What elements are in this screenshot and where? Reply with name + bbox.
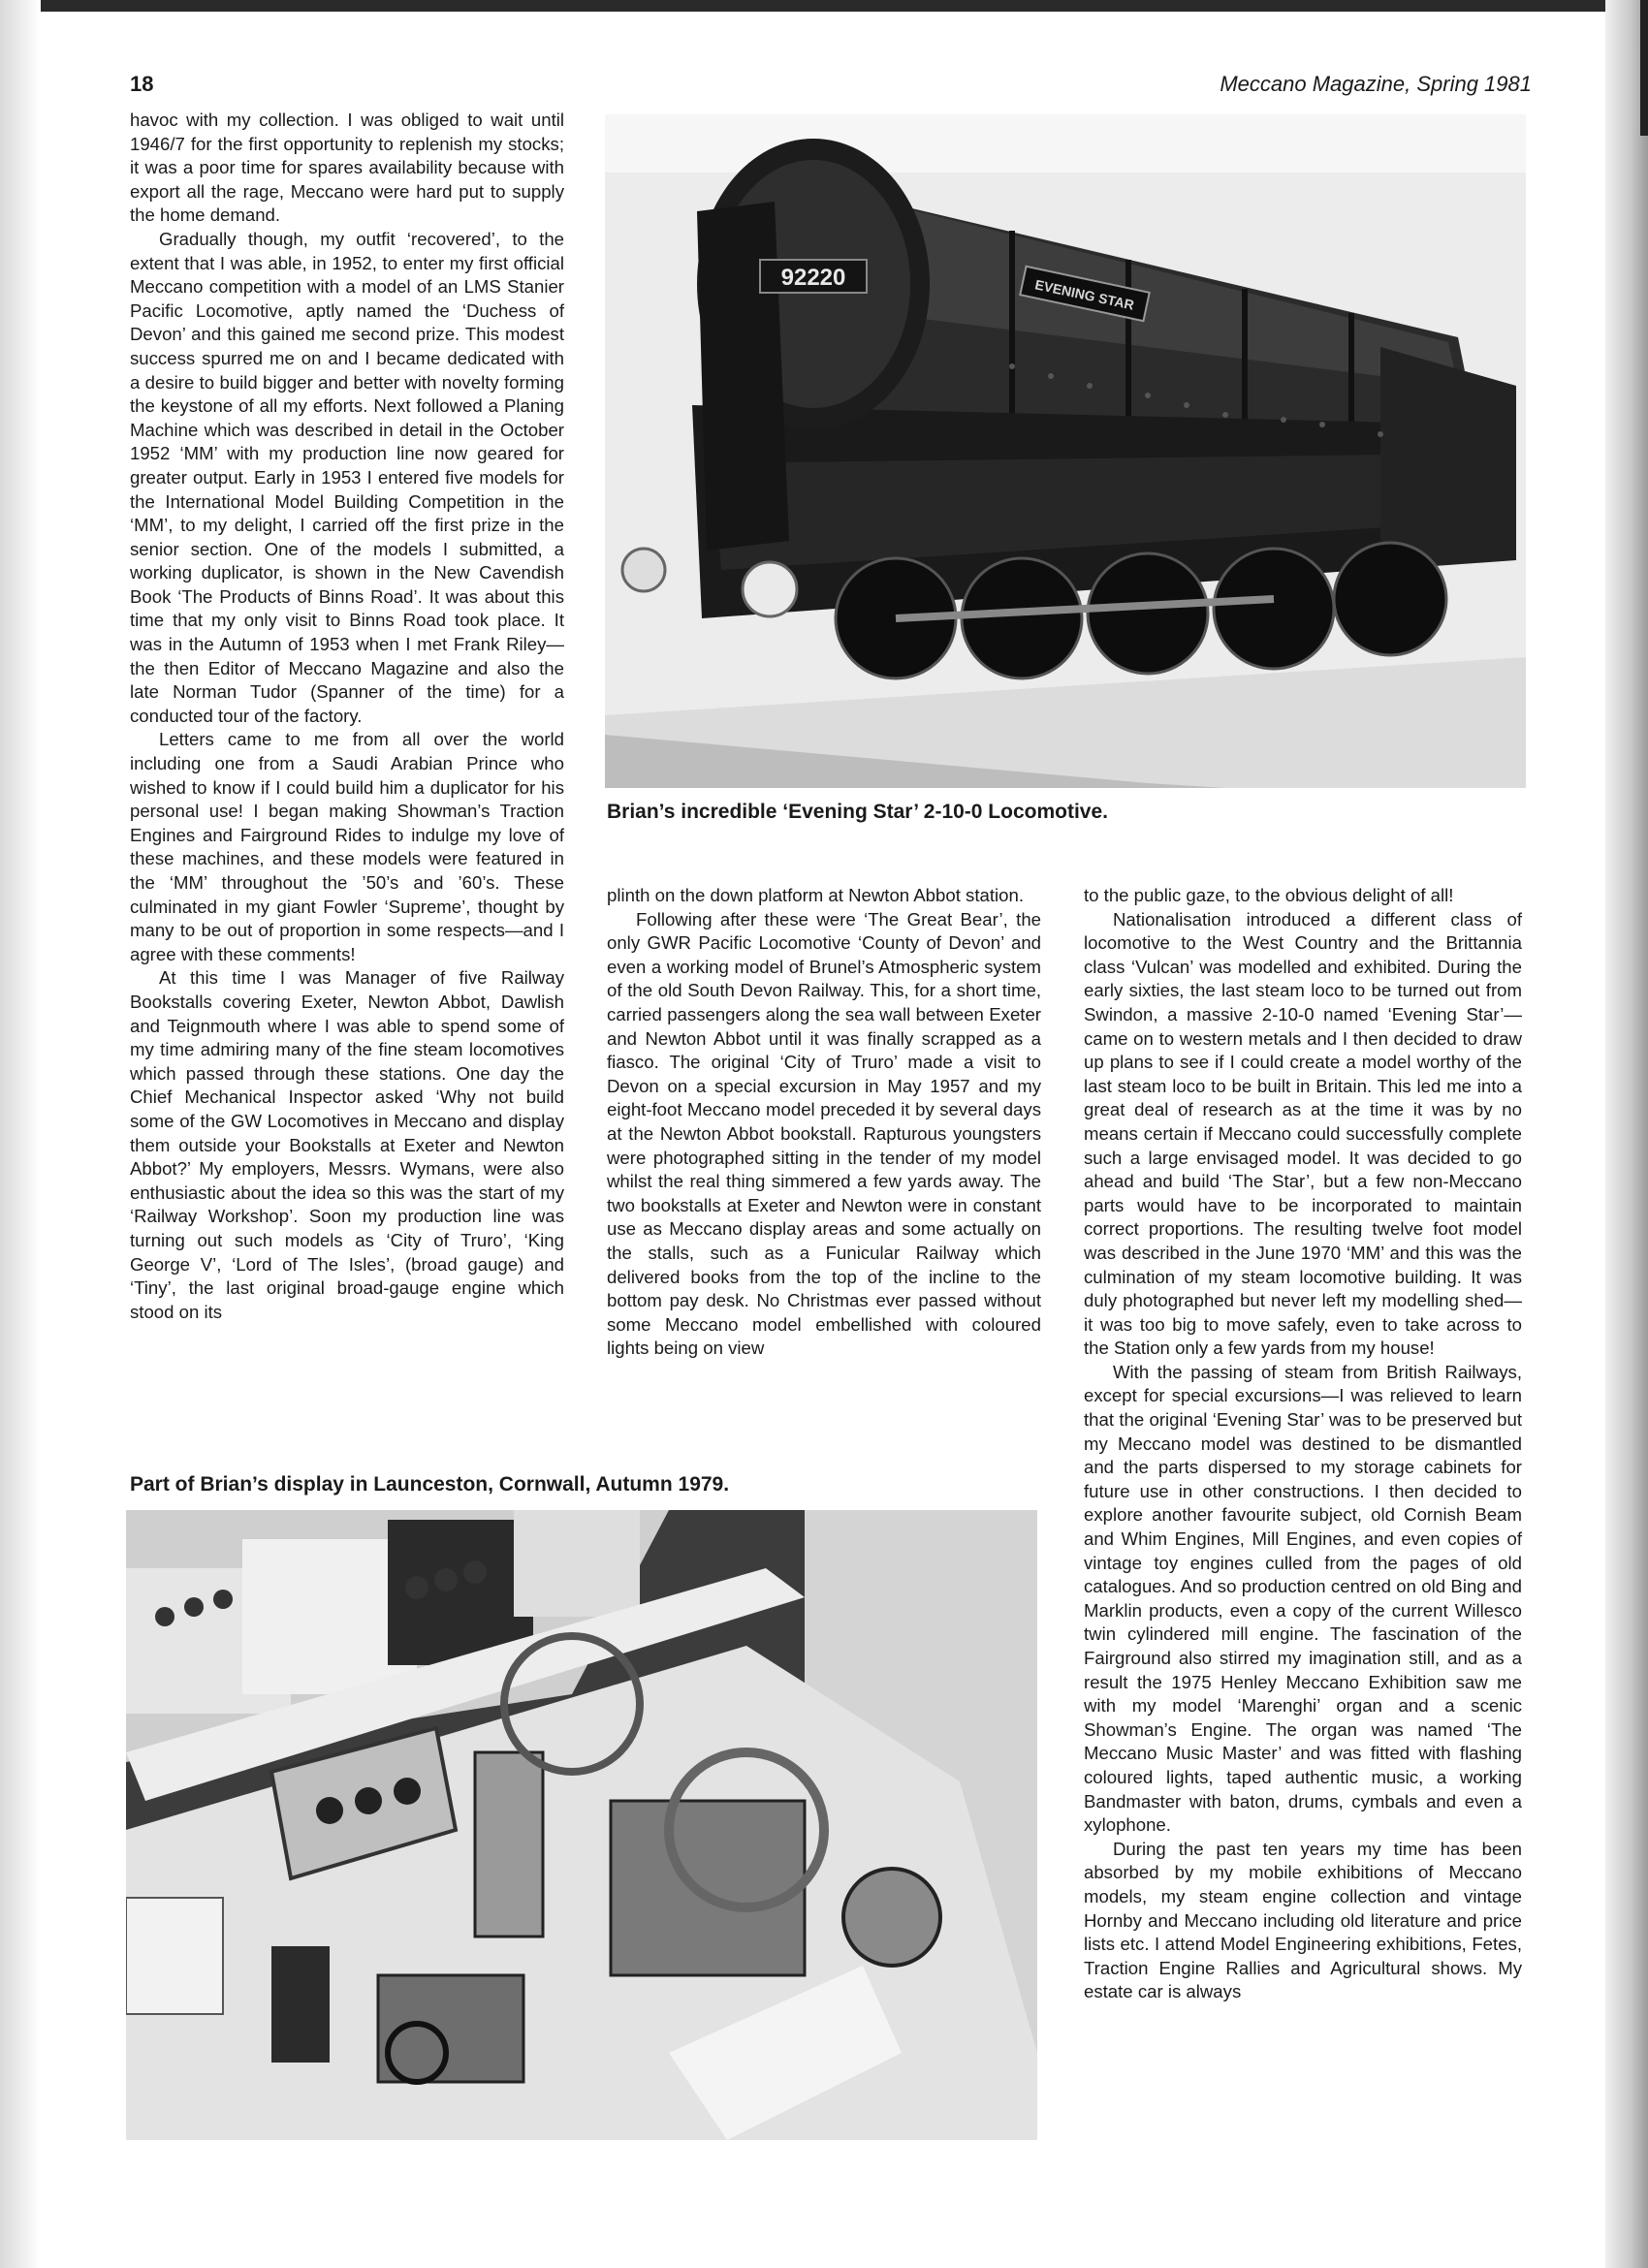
locomotive-photo	[605, 114, 1526, 788]
paragraph: At this time I was Manager of five Railway Bookstalls covering Exeter, Newton Abbot, Dawlish and Teignmouth where I was able to spend some of my time admiring many of the fine steam locomotives which passed through these stations. One day the Chief Mechanical Inspector asked ‘Why not build some of the GW Locomotives in Meccano and display them outside your Bookstalls at Exeter and Newton Abbot?’ My employers, Messrs. Wymans, were also enthusiastic about the idea so this was the start of my ‘Railway Workshop’. Soon my production line was turning out such models as ‘City of Truro’, ‘King George V’, ‘Lord of The Isles’, (broad gauge) and ‘Tiny’, the last original broad-gauge engine which stood on its	[130, 967, 564, 1322]
scan-left-margin	[0, 0, 41, 2268]
scan-right-margin	[1605, 0, 1648, 2268]
display-caption: Part of Brian’s display in Launceston, Cornwall, Autumn 1979.	[130, 1473, 730, 1496]
paragraph: havoc with my collection. I was obliged to wait until 1946/7 for the first opportunity to replenish my stocks; it was a poor time for spares availability because with export all the rage, Meccano were hard put to supply the home demand.	[130, 110, 564, 226]
paragraph: Gradually though, my outfit ‘recovered’, to the extent that I was able, in 1952, to enter my first official Meccano competition with a model of an LMS Stanier Pacific Locomotive, aptly named the ‘Duchess of Devon’ and this gained me second prize. This modest success spurred me on and I became dedicated with a desire to build bigger and better with novelty forming the keystone of all my efforts. Next followed a Planing Machine which was described in detail in the October 1952 ‘MM’ with my production line now geared for greater output. Early in 1953 I entered five models for the International Model Building Competition in the ‘MM’, to my delight, I carried off the first prize in the senior section. One of the models I submitted, a working duplicator, is shown in the New Cavendish Book ‘The Products of Binns Road’. It was about this time that my only visit to Binns Road took place. It was in the Autumn of 1953 when I met Frank Riley—the then Editor of Meccano Magazine and also the late Norman Tudor (Spanner of the time) for a conducted tour of the factory.	[130, 228, 564, 726]
paragraph: plinth on the down platform at Newton Abbot station.	[607, 885, 1024, 905]
scan-top-border	[0, 0, 1648, 12]
article-column-1	[130, 109, 564, 1324]
paragraph: With the passing of steam from British Railways, except for special excursions—I was relieved to learn that the original ‘Evening Star’ was to be preserved but my Meccano model was destined to be dismantled and the parts dispersed to my storage cabinets for future use in other constructions. I then decided to explore another favourite subject, old Cornish Beam and Whim Engines, Mill Engines, and even copies of vintage toy engines culled from the pages of old catalogues. And so production centred on old Bing and Marklin products, even a copy of the current Willesco twin cylindered mill engine. The fascination of the Fairground also stirred my imagination still, and as a result the 1975 Henley Meccano Exhibition saw me with my model ‘Marenghi’ organ and a scenic Showman’s Engine. The organ was named ‘The Meccano Music Master’ and was fitted with flashing coloured lights, taped authentic music, a working Bandmaster with baton, drums, cymbals and even a xylophone.	[1084, 1361, 1522, 1836]
locomotive-caption: Brian’s incredible ‘Evening Star’ 2-10-0 Locomotive.	[607, 801, 1108, 823]
paragraph: to the public gaze, to the obvious delight of all!	[1084, 885, 1454, 905]
paragraph: Following after these were ‘The Great Bear’, the only GWR Pacific Locomotive ‘County of Devon’ and even a working model of Brunel’s Atmospheric system of the old South Devon Railway. This, for a short time, carried passengers along the sea wall between Exeter and Newton Abbot until it was finally scrapped as a fiasco. The original ‘City of Truro’ made a visit to Devon on a special excursion in May 1957 and my eight-foot Meccano model preceded it by several days at the Newton Abbot bookstall. Rapturous youngsters were photographed sitting in the tender of my model whilst the real thing simmered a few yards away. The two bookstalls at Exeter and Newton were in constant use as Meccano display areas and some actually on the stalls, such as a Funicular Railway which delivered books from the top of the incline to the bottom pay desk. No Christmas ever passed without some Meccano model embellished with coloured lights being on view	[607, 908, 1041, 1359]
article-column-3	[1084, 884, 1522, 2004]
paragraph: Letters came to me from all over the world including one from a Saudi Arabian Prince who wished to know if I could build him a duplicator for his personal use! I began making Showman’s Traction Engines and Fairground Rides to indulge my love of these machines, and these models were featured in the ‘MM’ throughout the ’50’s and ’60’s. These culminated in my giant Fowler ‘Supreme’, thought by many to be out of proportion in some respects—and I agree with these comments!	[130, 729, 564, 964]
nameplate: EVENING STAR	[1033, 276, 1136, 313]
paragraph: Nationalisation introduced a different class of locomotive to the West Country and the Brittannia class ‘Vulcan’ was modelled and exhibited. During the early sixties, the last steam loco to be turned out from Swindon, a massive 2-10-0 named ‘Evening Star’—came on to western metals and I then decided to draw up plans to see if I could create a model worthy of the last steam loco to be built in Britain. This led me into a great deal of research as at the time it was by no means certain if Meccano could successfully complete such a large envisaged model. It was decided to go ahead and build ‘The Star’, but a few non-Meccano parts would have to be incorporated to maintain correct proportions. The resulting twelve foot model was described in the June 1970 ‘MM’ and this was the culmination of my steam locomotive building. It was duly photographed but never left my modelling shed—it was too big to move safely, even to take across to the Station only a few yards from my house!	[1084, 908, 1522, 1359]
page-number: 18	[130, 72, 154, 96]
paragraph: During the past ten years my time has been absorbed by my mobile exhibitions of Meccano models, my steam engine collection and vintage Hornby and Meccano including old literature and price lists etc. I attend Model Engineering exhibitions, Fetes, Traction Engine Rallies and Agricultural shows. My estate car is always	[1084, 1838, 1522, 2002]
smokebox-number: 92220	[780, 265, 846, 291]
scan-right-edge	[1640, 0, 1648, 136]
display-photo	[126, 1510, 1037, 2140]
running-header: Meccano Magazine, Spring 1981	[1220, 72, 1532, 96]
article-column-2	[607, 884, 1041, 1361]
